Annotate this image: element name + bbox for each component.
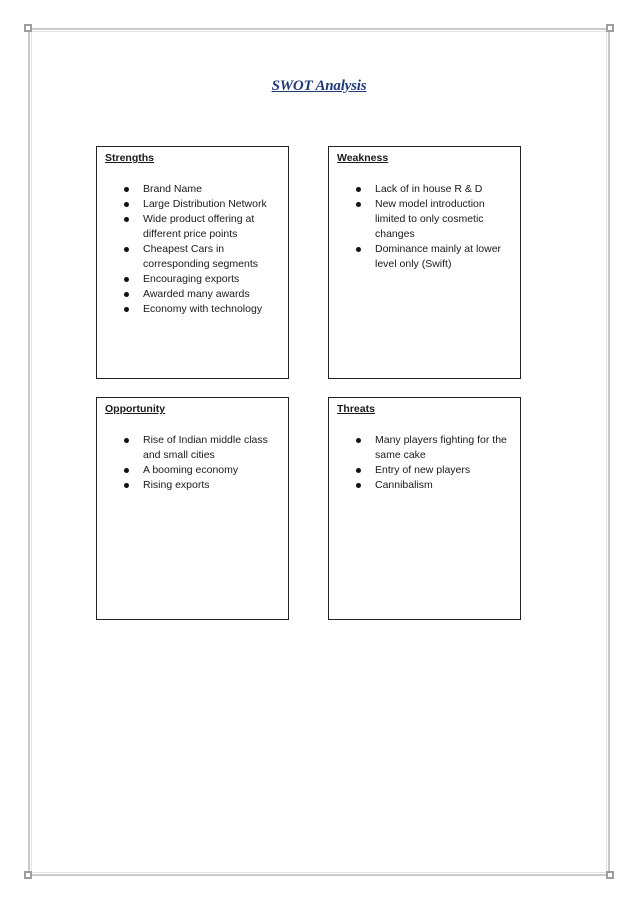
bullet-icon <box>124 247 129 252</box>
opportunity-box <box>96 397 289 620</box>
list-item: New model introduction limited to only cosmetic changes <box>337 197 512 242</box>
bullet-icon <box>124 202 129 207</box>
bullet-icon <box>124 292 129 297</box>
bullet-icon <box>124 307 129 312</box>
bullet-icon <box>124 277 129 282</box>
list-item: Wide product offering at different price points <box>105 212 280 242</box>
weakness-heading: Weakness <box>337 152 389 164</box>
list-item: Brand Name <box>105 182 280 197</box>
weakness-box <box>328 146 521 379</box>
corner-ornament-icon <box>606 24 614 32</box>
opportunity-list <box>105 433 280 493</box>
bullet-icon <box>356 483 361 488</box>
bullet-icon <box>356 202 361 207</box>
list-item: Cheapest Cars in corresponding segments <box>105 242 280 272</box>
bullet-icon <box>124 468 129 473</box>
list-item: A booming economy <box>105 463 280 478</box>
list-item: Dominance mainly at lower level only (Swift) <box>337 242 512 272</box>
threats-list <box>337 433 512 493</box>
list-item: Entry of new players <box>337 463 512 478</box>
strengths-heading: Strengths <box>105 152 155 164</box>
corner-ornament-icon <box>24 871 32 879</box>
bullet-icon <box>356 438 361 443</box>
list-item: Economy with technology <box>105 302 280 317</box>
list-item: Large Distribution Network <box>105 197 280 212</box>
bullet-icon <box>124 438 129 443</box>
list-item: Many players fighting for the same cake <box>337 433 512 463</box>
bullet-icon <box>124 187 129 192</box>
opportunity-heading: Opportunity <box>105 403 166 415</box>
corner-ornament-icon <box>24 24 32 32</box>
list-item: Rise of Indian middle class and small cities <box>105 433 280 463</box>
page-title: SWOT Analysis <box>271 78 367 94</box>
bullet-icon <box>124 217 129 222</box>
weakness-list <box>337 182 512 272</box>
strengths-box <box>96 146 289 379</box>
list-item: Lack of in house R & D <box>337 182 512 197</box>
bullet-icon <box>124 483 129 488</box>
list-item: Encouraging exports <box>105 272 280 287</box>
corner-ornament-icon <box>606 871 614 879</box>
list-item: Rising exports <box>105 478 280 493</box>
bullet-icon <box>356 187 361 192</box>
threats-heading: Threats <box>337 403 375 415</box>
bullet-icon <box>356 468 361 473</box>
strengths-list <box>105 182 280 317</box>
list-item: Awarded many awards <box>105 287 280 302</box>
bullet-icon <box>356 247 361 252</box>
list-item: Cannibalism <box>337 478 512 493</box>
threats-box <box>328 397 521 620</box>
